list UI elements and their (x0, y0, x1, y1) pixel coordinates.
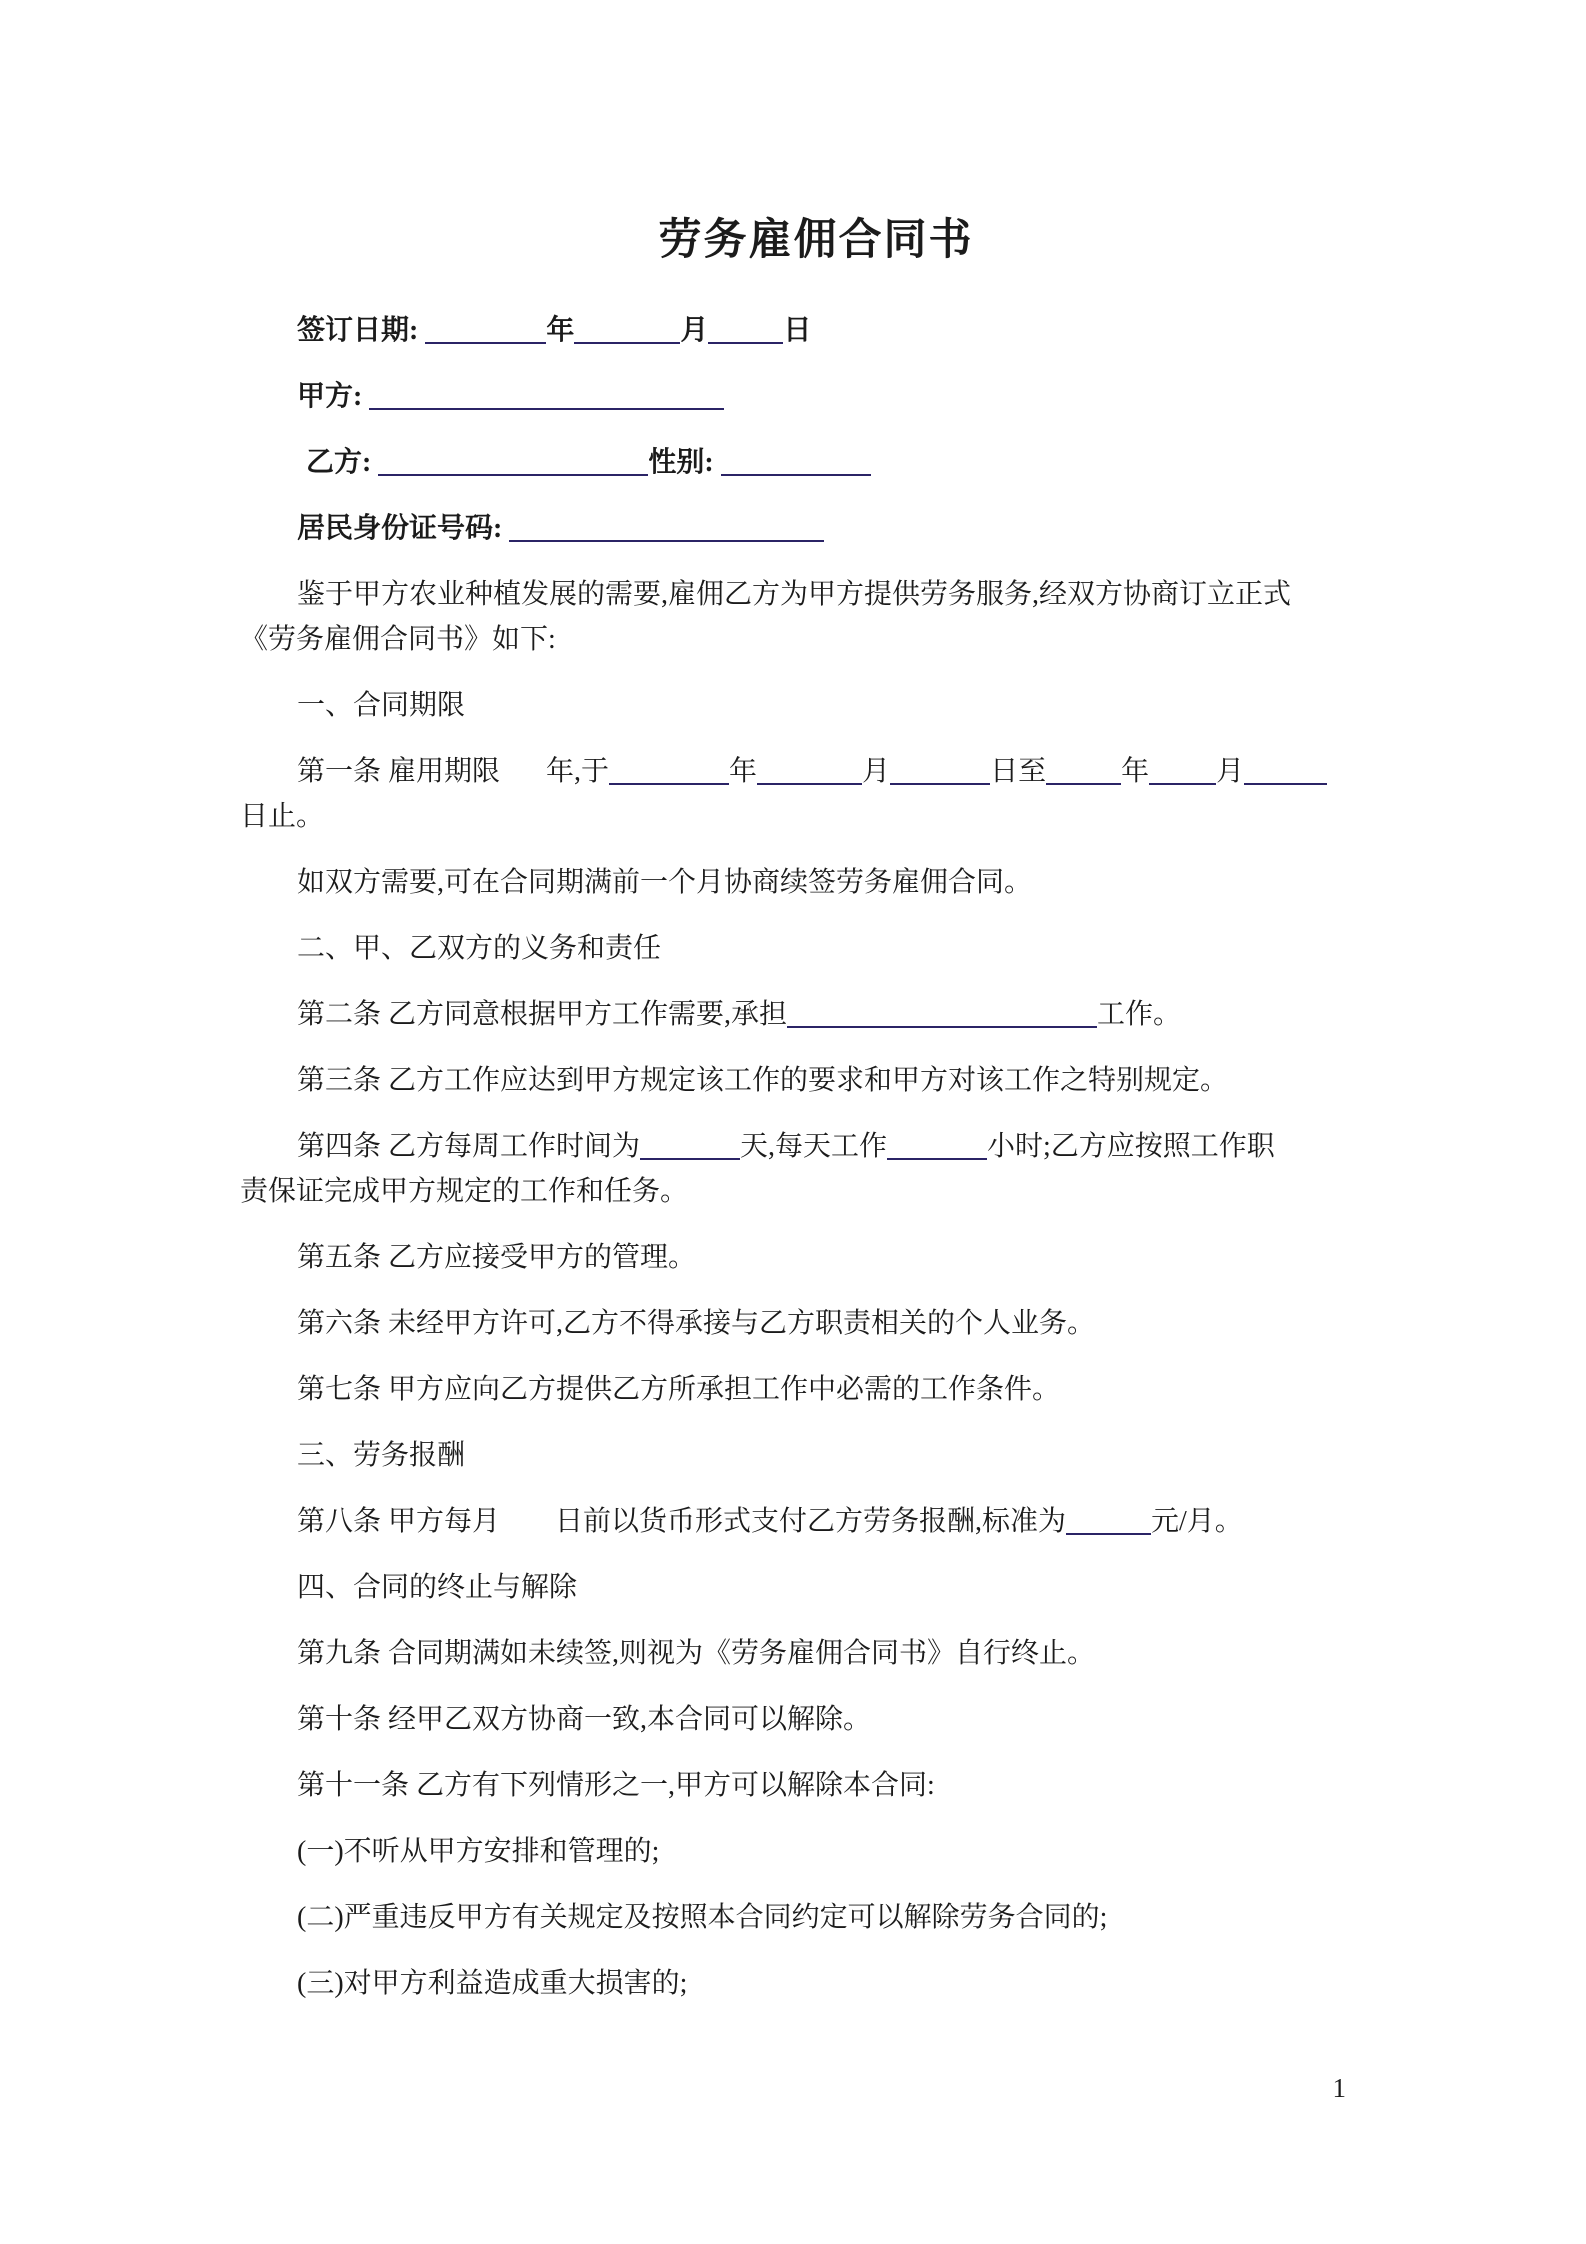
list-item-3: (三)对甲方利益造成重大损害的; (297, 1968, 688, 1999)
text-run: 元/月。 (1151, 1506, 1243, 1537)
blank-month-field (1149, 753, 1216, 785)
text-run: 责保证完成甲方规定的工作和任务。 (240, 1176, 689, 1207)
blank-gender-field (721, 444, 871, 476)
text-run: 年,于 (546, 756, 610, 787)
blank-work-field (787, 996, 1097, 1028)
blank-hours-field (887, 1128, 987, 1160)
day-label: 日 (783, 315, 812, 346)
document-content (240, 212, 1392, 2027)
blank-day-field (1244, 753, 1327, 785)
list-item-2: (二)严重违反甲方有关规定及按照本合同约定可以解除劳务合同的; (297, 1902, 1108, 1933)
party-b-line (240, 440, 1392, 485)
paragraph-article-2 (240, 992, 1392, 1037)
year-label: 年 (1121, 756, 1150, 787)
text-run: 日止。 (240, 801, 325, 832)
party-a-label: 甲方: (297, 381, 363, 412)
text-run: 日前以货币形式支付乙方劳务报酬,标准为 (555, 1506, 1067, 1537)
month-label: 月 (1216, 756, 1245, 787)
blank-party-a-field (369, 378, 724, 410)
text-run: 第二条 乙方同意根据甲方工作需要,承担 (297, 999, 788, 1030)
id-number-label: 居民身份证号码: (297, 513, 503, 544)
text-run: 第一条 雇用期限 (297, 756, 501, 787)
list-item-1: (一)不听从甲方安排和管理的; (297, 1836, 660, 1867)
paragraph-article-8 (240, 1499, 1392, 1544)
party-b-label: 乙方: (306, 447, 372, 478)
text-run: 日至 (990, 756, 1047, 787)
sign-date-line (240, 308, 1392, 353)
inline-gap (500, 1529, 555, 1530)
id-number-line (240, 506, 1392, 551)
paragraph-article-7: 第七条 甲方应向乙方提供乙方所承担工作中必需的工作条件。 (297, 1374, 1061, 1405)
paragraph-article-3: 第三条 乙方工作应达到甲方规定该工作的要求和甲方对该工作之特别规定。 (297, 1065, 1229, 1096)
year-label: 年 (729, 756, 758, 787)
section-heading-1: 一、合同期限 (297, 690, 466, 721)
document-title: 劳务雇佣合同书 (658, 217, 974, 264)
blank-month-field (574, 312, 680, 344)
blank-year-field (1046, 753, 1121, 785)
blank-month-field (757, 753, 862, 785)
blank-id-field (509, 510, 824, 542)
inline-gap (500, 779, 546, 780)
text-run: 《劳务雇佣合同书》如下: (240, 624, 556, 655)
blank-year-field (609, 753, 729, 785)
page-number: 1 (1332, 2073, 1346, 2103)
text-run: 工作。 (1097, 999, 1182, 1030)
section-heading-2: 二、甲、乙双方的义务和责任 (297, 933, 662, 964)
intro-paragraph (240, 572, 1392, 662)
month-label: 月 (862, 756, 891, 787)
paragraph-renewal: 如双方需要,可在合同期满前一个月协商续签劳务雇佣合同。 (297, 867, 1033, 898)
text-run: 天,每天工作 (740, 1131, 888, 1162)
party-a-line (240, 374, 1392, 419)
paragraph-article-11: 第十一条 乙方有下列情形之一,甲方可以解除本合同: (297, 1770, 935, 1801)
blank-day-field (890, 753, 990, 785)
text-run: 小时;乙方应按照工作职 (987, 1131, 1275, 1162)
paragraph-article-4 (240, 1124, 1392, 1214)
month-label: 月 (680, 315, 709, 346)
blank-year-field (425, 312, 546, 344)
blank-salary-field (1066, 1503, 1151, 1535)
text-run: 鉴于甲方农业种植发展的需要,雇佣乙方为甲方提供劳务服务,经双方协商订立正式 (297, 579, 1292, 610)
year-label: 年 (546, 315, 575, 346)
blank-day-field (708, 312, 783, 344)
section-heading-3: 三、劳务报酬 (297, 1440, 466, 1471)
paragraph-article-9: 第九条 合同期满如未续签,则视为《劳务雇佣合同书》自行终止。 (297, 1638, 1096, 1669)
text-run: 第四条 乙方每周工作时间为 (297, 1131, 641, 1162)
sign-date-label: 签订日期: (297, 315, 419, 346)
paragraph-article-6: 第六条 未经甲方许可,乙方不得承接与乙方职责相关的个人业务。 (297, 1308, 1096, 1339)
paragraph-article-1 (240, 749, 1392, 839)
blank-days-field (640, 1128, 740, 1160)
section-heading-4: 四、合同的终止与解除 (297, 1572, 578, 1603)
paragraph-article-5: 第五条 乙方应接受甲方的管理。 (297, 1242, 697, 1273)
gender-label: 性别: (648, 447, 714, 478)
paragraph-article-10: 第十条 经甲乙双方协商一致,本合同可以解除。 (297, 1704, 872, 1735)
blank-party-b-field (378, 444, 648, 476)
text-run: 第八条 甲方每月 (297, 1506, 501, 1537)
